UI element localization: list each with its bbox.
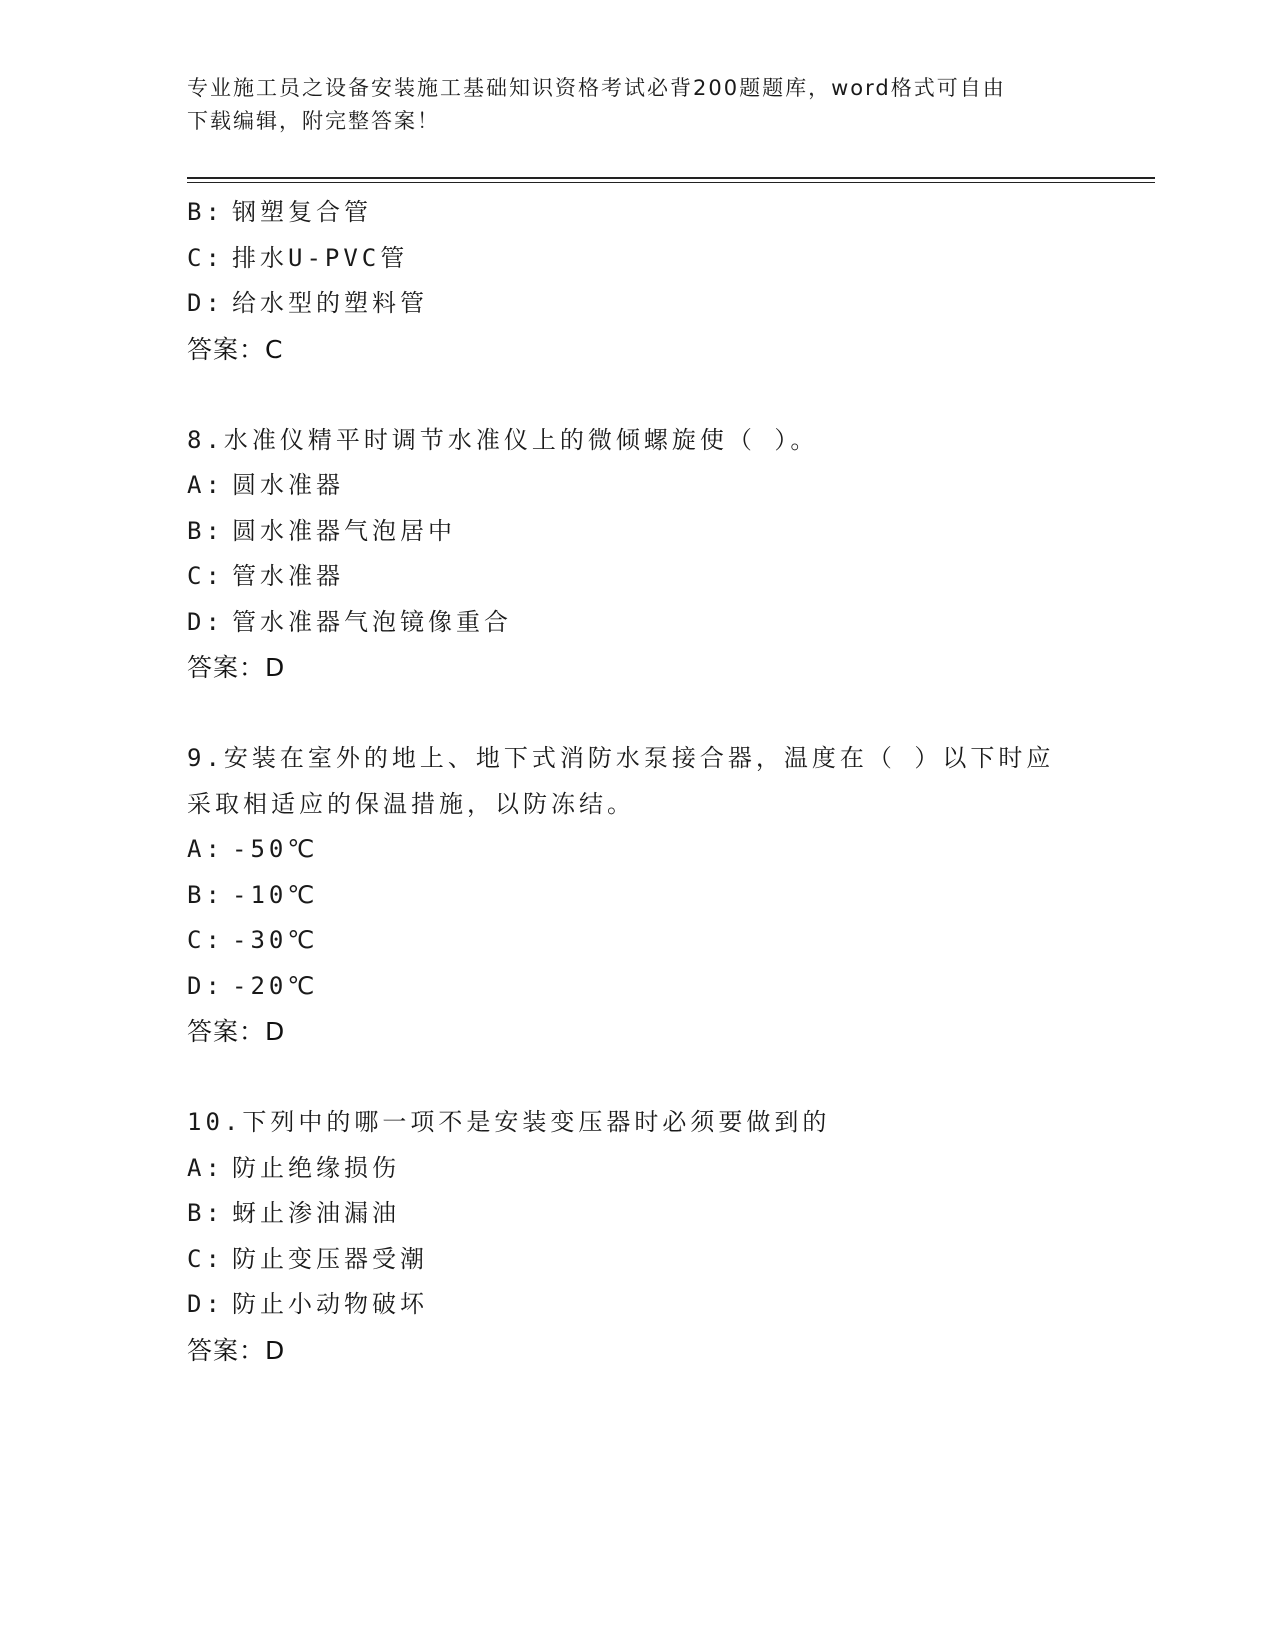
- option-b: [187, 509, 1087, 555]
- option-a: [187, 827, 1087, 873]
- option-a: [187, 463, 1087, 509]
- option-key: A:: [187, 1153, 224, 1182]
- answer-line: 答案：D: [187, 653, 286, 682]
- header-title-line-1: 专业施工员之设备安装施工基础知识资格考试必背200题题库，word格式可自由: [187, 76, 1006, 100]
- option-key: B:: [187, 198, 224, 226]
- option-key: D:: [187, 971, 224, 1000]
- option-key: C:: [187, 1244, 224, 1273]
- option-d: [187, 600, 1087, 646]
- option-text: 管水准器: [232, 562, 344, 590]
- option-text: -30℃: [232, 926, 319, 954]
- document-header: [187, 72, 1087, 138]
- question-stem-line-2: 采取相适应的保温措施，以防冻结。: [187, 789, 635, 818]
- option-b: [187, 190, 1087, 236]
- option-key: C:: [187, 926, 224, 954]
- option-key: B:: [187, 880, 224, 909]
- answer-line: 答案：D: [187, 1017, 286, 1046]
- answer-line: 答案：C: [187, 334, 284, 364]
- option-text: 防止绝缘损伤: [232, 1153, 400, 1182]
- option-text: -10℃: [232, 880, 319, 909]
- option-text: 管水准器气泡镜像重合: [232, 607, 512, 636]
- option-text: 排水U-PVC管: [232, 243, 409, 272]
- header-divider: [187, 177, 1155, 179]
- option-c: [187, 1237, 1087, 1283]
- question-block-7: [187, 190, 1087, 372]
- question-stem: 8.水准仪精平时调节水准仪上的微倾螺旋使（ ）。: [187, 425, 819, 454]
- option-key: A:: [187, 471, 224, 499]
- header-title-line-2: 下载编辑，附完整答案！: [187, 109, 440, 133]
- option-c: [187, 554, 1087, 600]
- option-key: A:: [187, 835, 224, 863]
- option-key: B:: [187, 516, 224, 545]
- option-d: [187, 964, 1087, 1010]
- option-a: [187, 1146, 1087, 1192]
- option-text: 圆水准器: [232, 471, 344, 499]
- option-text: 给水型的塑料管: [232, 289, 428, 317]
- option-key: C:: [187, 243, 224, 272]
- spacer: [187, 1055, 1087, 1101]
- option-b: [187, 1191, 1087, 1237]
- option-text: 防止小动物破坏: [232, 1290, 428, 1318]
- question-block-9: [187, 736, 1087, 1055]
- option-key: D:: [187, 607, 224, 636]
- option-text: -20℃: [232, 971, 319, 1000]
- spacer: [187, 372, 1087, 418]
- option-text: 钢塑复合管: [232, 198, 372, 226]
- option-text: 蚜止渗油漏油: [232, 1199, 400, 1227]
- option-key: B:: [187, 1199, 224, 1227]
- option-text: -50℃: [232, 835, 319, 863]
- question-stem: 10.下列中的哪一项不是安装变压器时必须要做到的: [187, 1108, 831, 1136]
- option-text: 圆水准器气泡居中: [232, 516, 456, 545]
- option-c: [187, 236, 1087, 282]
- option-text: 防止变压器受潮: [232, 1244, 428, 1273]
- answer-line: 答案：D: [187, 1335, 286, 1365]
- question-block-10: [187, 1100, 1087, 1373]
- question-block-8: [187, 418, 1087, 691]
- header-divider-thin: [187, 182, 1155, 183]
- option-b: [187, 873, 1087, 919]
- option-c: [187, 918, 1087, 964]
- option-key: D:: [187, 1290, 224, 1318]
- option-d: [187, 1282, 1087, 1328]
- question-stem-line-1: 9.安装在室外的地上、地下式消防水泵接合器，温度在（ ）以下时应: [187, 744, 1055, 772]
- question-list: [187, 190, 1087, 1373]
- option-key: D:: [187, 289, 224, 317]
- option-key: C:: [187, 562, 224, 590]
- option-d: [187, 281, 1087, 327]
- spacer: [187, 691, 1087, 737]
